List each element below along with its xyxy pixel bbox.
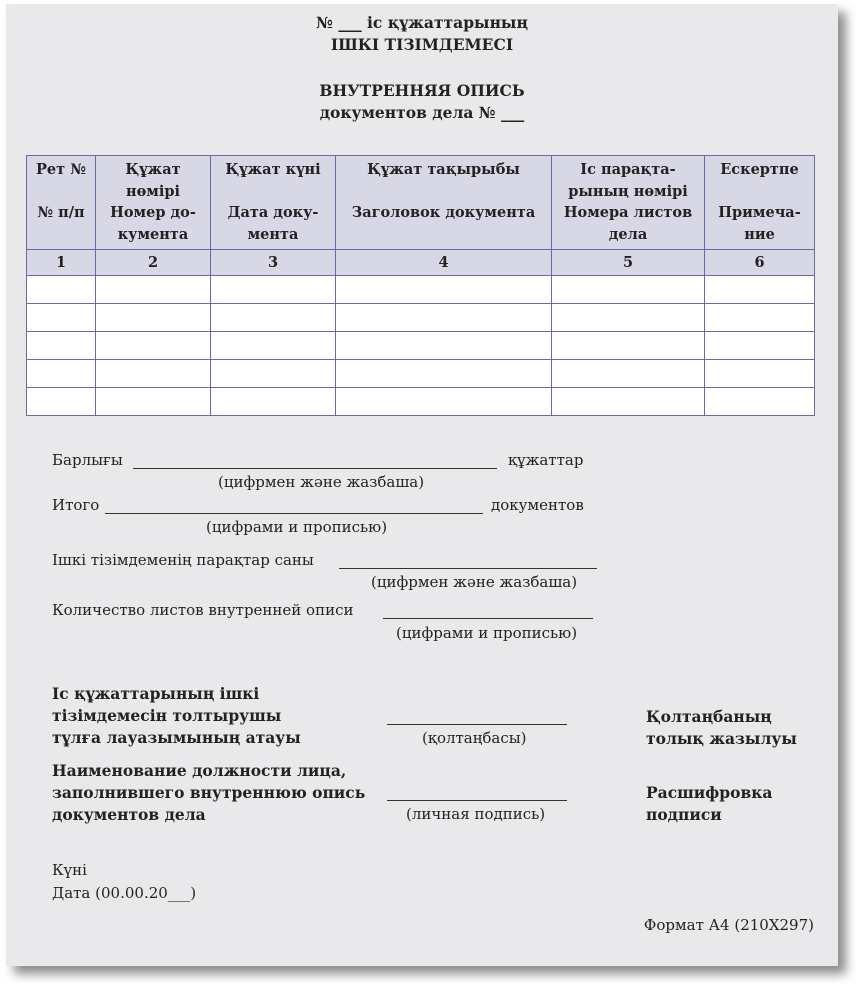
- total-ru-hint: (цифрами и прописью): [206, 518, 388, 536]
- ru-signature-hint: (личная подпись): [406, 805, 546, 823]
- total-ru-line[interactable]: [105, 513, 483, 514]
- table-cell[interactable]: [96, 276, 211, 304]
- col-header-3: Құжат күні Дата доку-мента: [211, 156, 336, 250]
- kz-position-line2: тізімдемесін толтырушы: [52, 706, 282, 725]
- table-row[interactable]: [27, 360, 815, 388]
- inventory-table: [26, 155, 815, 416]
- ru-decode-line1: Расшифровка: [646, 783, 773, 802]
- table-cell[interactable]: [96, 304, 211, 332]
- total-kz-label: Барлығы: [52, 451, 123, 469]
- table-row[interactable]: [27, 304, 815, 332]
- kz-position-block: [52, 683, 301, 749]
- table-cell[interactable]: [211, 388, 336, 416]
- col-number-6: 6: [705, 250, 815, 276]
- ru-decode-line2: подписи: [646, 805, 722, 824]
- table-cell[interactable]: [27, 360, 96, 388]
- table-row[interactable]: [27, 332, 815, 360]
- table-cell[interactable]: [336, 360, 552, 388]
- table-number-row: [27, 250, 815, 276]
- col-number-2: 2: [96, 250, 211, 276]
- table-cell[interactable]: [211, 360, 336, 388]
- table-row[interactable]: [27, 276, 815, 304]
- table-cell[interactable]: [705, 304, 815, 332]
- sheets-kz-hint: (цифрмен және жазбаша): [371, 573, 578, 591]
- table-cell[interactable]: [552, 332, 705, 360]
- col-number-1: 1: [27, 250, 96, 276]
- total-ru-label: Итого: [52, 496, 100, 514]
- table-cell[interactable]: [705, 276, 815, 304]
- col-header-4: Құжат тақырыбы Заголовок документа: [336, 156, 552, 250]
- table-cell[interactable]: [336, 332, 552, 360]
- sheets-kz-label: Ішкі тізімдеменің парақтар саны: [52, 551, 314, 569]
- col-header-6: Ескертпе Примеча-ние: [705, 156, 815, 250]
- sheets-ru-label: Количество листов внутренней описи: [52, 601, 354, 619]
- table-header-row: [27, 156, 815, 250]
- kz-decode-line2: толық жазылуы: [646, 729, 797, 748]
- table-cell[interactable]: [27, 388, 96, 416]
- ru-title-line2: документов дела № ___: [319, 103, 525, 122]
- total-kz-suffix: құжаттар: [508, 451, 584, 469]
- table-cell[interactable]: [552, 276, 705, 304]
- sheets-kz-line[interactable]: [339, 568, 597, 569]
- kz-position-line1: Іс құжаттарының ішкі: [52, 684, 260, 703]
- total-kz-hint: (цифрмен және жазбаша): [218, 473, 425, 491]
- table-cell[interactable]: [705, 360, 815, 388]
- total-ru-suffix: документов: [491, 496, 584, 514]
- table-cell[interactable]: [552, 388, 705, 416]
- table-cell[interactable]: [705, 388, 815, 416]
- ru-decode-block: [646, 782, 772, 826]
- date-kz-label: Күні: [52, 861, 87, 879]
- ru-title-line1: ВНУТРЕННЯЯ ОПИСЬ: [319, 81, 525, 100]
- col-number-5: 5: [552, 250, 705, 276]
- ru-title: [6, 80, 838, 124]
- table-cell[interactable]: [552, 304, 705, 332]
- table-cell[interactable]: [211, 304, 336, 332]
- table-cell[interactable]: [96, 388, 211, 416]
- table-cell[interactable]: [27, 276, 96, 304]
- col-header-5: Іс парақта-рының нөмірі Номера листов дела: [552, 156, 705, 250]
- kz-signature-hint: (қолтаңбасы): [422, 729, 527, 747]
- kz-position-line3: тұлға лауазымының атауы: [52, 728, 301, 747]
- ru-position-line1: Наименование должности лица,: [52, 761, 347, 780]
- document-sheet: [6, 4, 838, 966]
- col-number-4: 4: [336, 250, 552, 276]
- table-cell[interactable]: [96, 360, 211, 388]
- table-cell[interactable]: [27, 304, 96, 332]
- table-cell[interactable]: [705, 332, 815, 360]
- kz-decode-line1: Қолтаңбаның: [646, 707, 772, 726]
- ru-signature-line[interactable]: [387, 800, 567, 801]
- table-cell[interactable]: [211, 276, 336, 304]
- kz-title: [6, 12, 838, 56]
- ru-position-line2: заполнившего внутреннюю опись: [52, 783, 366, 802]
- kz-decode-block: [646, 706, 797, 750]
- total-kz-line[interactable]: [133, 468, 497, 469]
- sheets-ru-line[interactable]: [383, 618, 593, 619]
- table-cell[interactable]: [552, 360, 705, 388]
- col-number-3: 3: [211, 250, 336, 276]
- col-header-1: Рет № № п/п: [27, 156, 96, 250]
- kz-title-line2: ІШКІ ТІЗІМДЕМЕСІ: [330, 35, 514, 54]
- kz-title-line1: № ___ іс құжаттарының: [316, 13, 528, 32]
- table-cell[interactable]: [211, 332, 336, 360]
- table-cell[interactable]: [336, 276, 552, 304]
- table-cell[interactable]: [336, 304, 552, 332]
- format-label: Формат А4 (210Х297): [643, 916, 814, 934]
- table-row[interactable]: [27, 388, 815, 416]
- ru-position-line3: документов дела: [52, 805, 206, 824]
- kz-signature-line[interactable]: [387, 724, 567, 725]
- table-cell[interactable]: [96, 332, 211, 360]
- sheets-ru-hint: (цифрами и прописью): [396, 624, 578, 642]
- col-header-2: Құжат нөмірі Номер до-кумента: [96, 156, 211, 250]
- ru-position-block: [52, 760, 365, 826]
- table-cell[interactable]: [336, 388, 552, 416]
- table-cell[interactable]: [27, 332, 96, 360]
- date-ru-label: Дата (00.00.20___): [52, 884, 197, 902]
